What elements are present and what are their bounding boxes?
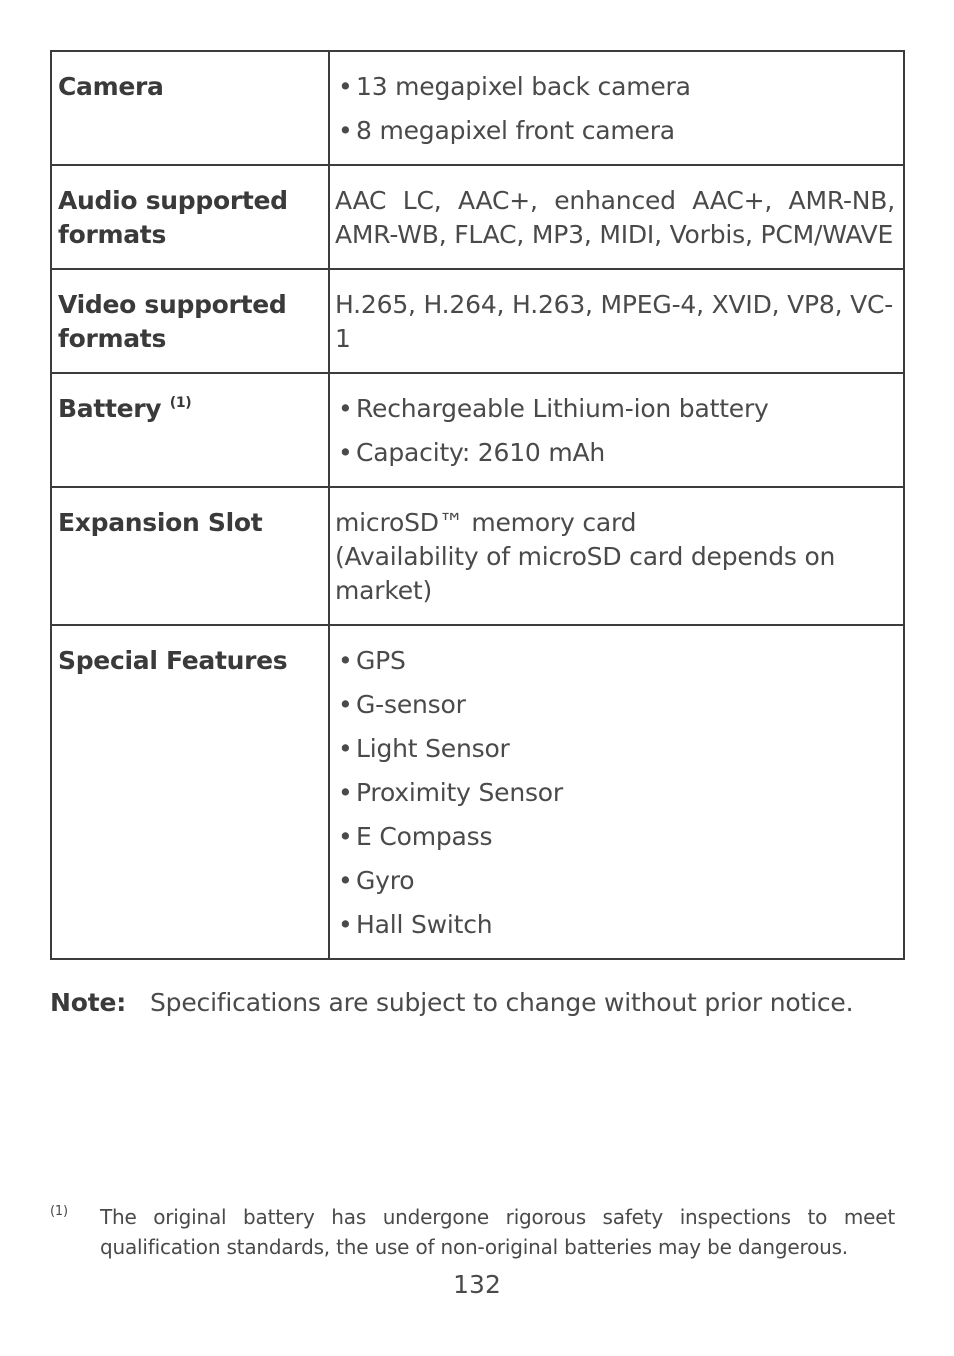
spec-row-audio-formats [51,165,904,269]
note-text: Specifications are subject to change without prior notice. [150,988,854,1017]
bullet: • [338,910,353,939]
bullet: • [338,394,353,423]
spec-value [329,373,904,487]
spec-value [329,51,904,165]
list-item-text: 13 megapixel back camera [356,72,691,101]
spec-label: Special Features [51,625,329,959]
spec-list [335,644,895,942]
spec-value: H.265, H.264, H.263, MPEG-4, XVID, VP8, VC-1 [329,269,904,373]
spec-value-line: microSD™ memory card [335,508,637,537]
spec-value-line: (Availability of microSD card depends on market) [335,542,836,605]
spec-label [51,373,329,487]
footnote-text: The original battery has undergone rigorous safety inspections to meet qualification standards, the use of non-original batteries may be dangerous. [100,1205,895,1259]
spec-row-video-formats [51,269,904,373]
bullet: • [338,116,353,145]
footnote-marker: (1) [50,1204,68,1219]
spec-label: Audio supported formats [51,165,329,269]
list-item-text: Hall Switch [356,910,493,939]
spec-value: AAC LC, AAC+, enhanced AAC+, AMR-NB, AMR-WB, FLAC, MP3, MIDI, Vorbis, PCM/WAVE [329,165,904,269]
spec-row-expansion-slot [51,487,904,625]
list-item-text: 8 megapixel front camera [356,116,675,145]
bullet: • [338,822,353,851]
list-item [335,864,895,898]
list-item-text: G-sensor [356,690,466,719]
spec-label: Expansion Slot [51,487,329,625]
list-item [335,436,895,470]
bullet: • [338,438,353,467]
list-item [335,644,895,678]
list-item-text: Proximity Sensor [356,778,563,807]
note-label: Note: [50,988,127,1017]
spec-row-camera [51,51,904,165]
list-item-text: GPS [356,646,406,675]
list-item [335,114,895,148]
spec-value [329,625,904,959]
list-item-text: E Compass [356,822,493,851]
spec-label-text: Battery [58,394,162,423]
footnote [50,1202,895,1262]
spec-label: Camera [51,51,329,165]
list-item-text: Rechargeable Lithium-ion battery [356,394,769,423]
spec-label: Video supported formats [51,269,329,373]
list-item [335,908,895,942]
list-item [335,820,895,854]
bullet: • [338,778,353,807]
bullet: • [338,646,353,675]
list-item [335,70,895,104]
list-item-text: Gyro [356,866,415,895]
bullet: • [338,734,353,763]
list-item [335,732,895,766]
bullet: • [338,866,353,895]
spec-list [335,392,895,470]
list-item-text: Light Sensor [356,734,510,763]
list-item [335,776,895,810]
list-item [335,392,895,426]
footnote-reference: (1) [169,395,192,411]
spec-table [50,50,905,960]
spec-row-special-features [51,625,904,959]
list-item-text: Capacity: 2610 mAh [356,438,606,467]
bullet: • [338,72,353,101]
list-item [335,688,895,722]
bullet: • [338,690,353,719]
spec-list [335,70,895,148]
spec-row-battery [51,373,904,487]
spec-value [329,487,904,625]
note [50,986,910,1020]
page-number: 132 [453,1270,501,1299]
